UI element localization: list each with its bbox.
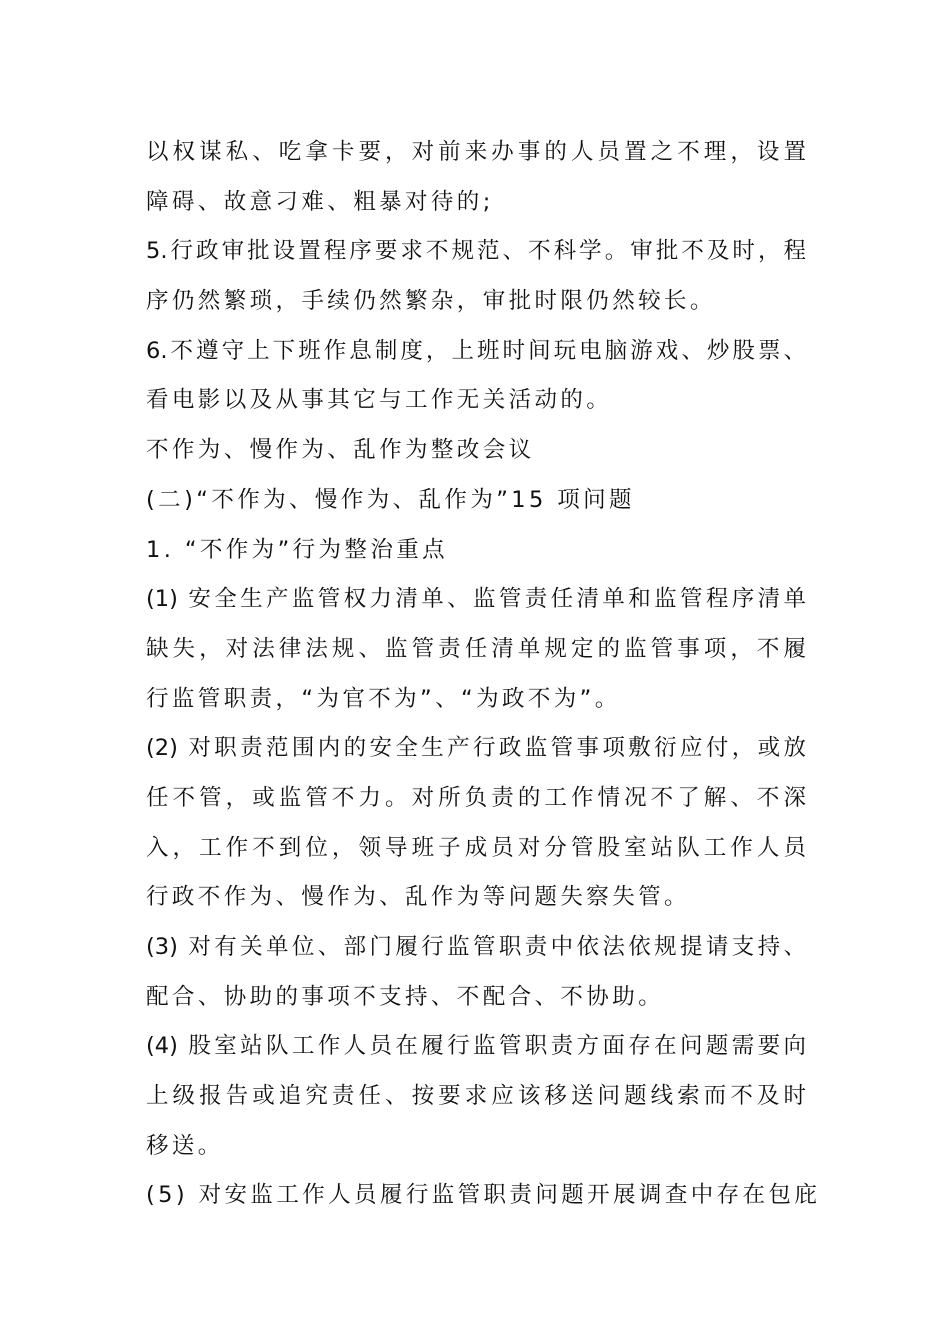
section-heading: (二)“不作为、慢作为、乱作为”15 项问题 xyxy=(146,486,635,513)
text-line: 以权谋私、吃拿卡要，对前来办事的人员置之不理，设置 xyxy=(146,139,806,165)
text-line: 配合、协助的事项不支持、不配合、不协助。 xyxy=(146,983,665,1010)
text-line: 看电影以及从事其它与工作无关活动的。 xyxy=(146,387,613,414)
text-line: 任不管，或监管不力。对所负责的工作情况不了解、不深 xyxy=(146,784,806,811)
text-line: (1) 安全生产监管权力清单、监管责任清单和监管程序清单 xyxy=(146,586,806,613)
text-line: 障碍、故意刁难、粗暴对待的; xyxy=(146,188,494,215)
document-body xyxy=(146,128,821,1221)
text-line: 缺失，对法律法规、监管责任清单规定的监管事项，不履 xyxy=(146,635,806,662)
text-line: 行监管职责，“为官不为”、“为政不为”。 xyxy=(146,685,621,712)
text-line: (3) 对有关单位、部门履行监管职责中依法依规提请支持、 xyxy=(146,934,806,960)
text-line: 移送。 xyxy=(146,1132,224,1159)
section-heading: 不作为、慢作为、乱作为整改会议 xyxy=(146,437,535,464)
text-line: 6.不遵守上下班作息制度，上班时间玩电脑游戏、炒股票、 xyxy=(146,337,806,364)
text-line: 5.行政审批设置程序要求不规范、不科学。审批不及时，程 xyxy=(146,238,806,265)
subsection-heading: 1. “不作为”行为整治重点 xyxy=(146,536,449,563)
text-line: 上级报告或追究责任、按要求应该移送问题线索而不及时 xyxy=(146,1083,806,1110)
text-line: (2) 对职责范围内的安全生产行政监管事项敷衍应付，或放 xyxy=(146,735,806,762)
text-line: 入，工作不到位，领导班子成员对分管股室站队工作人员 xyxy=(146,834,806,861)
text-line: 序仍然繁琐，手续仍然繁杂，审批时限仍然较长。 xyxy=(146,288,716,315)
text-line: 行政不作为、慢作为、乱作为等问题失察失管。 xyxy=(146,884,690,911)
text-line: (4) 股室站队工作人员在履行监管职责方面存在问题需要向 xyxy=(146,1033,806,1060)
text-line: (5) 对安监工作人员履行监管职责问题开展调查中存在包庇 xyxy=(146,1182,821,1209)
